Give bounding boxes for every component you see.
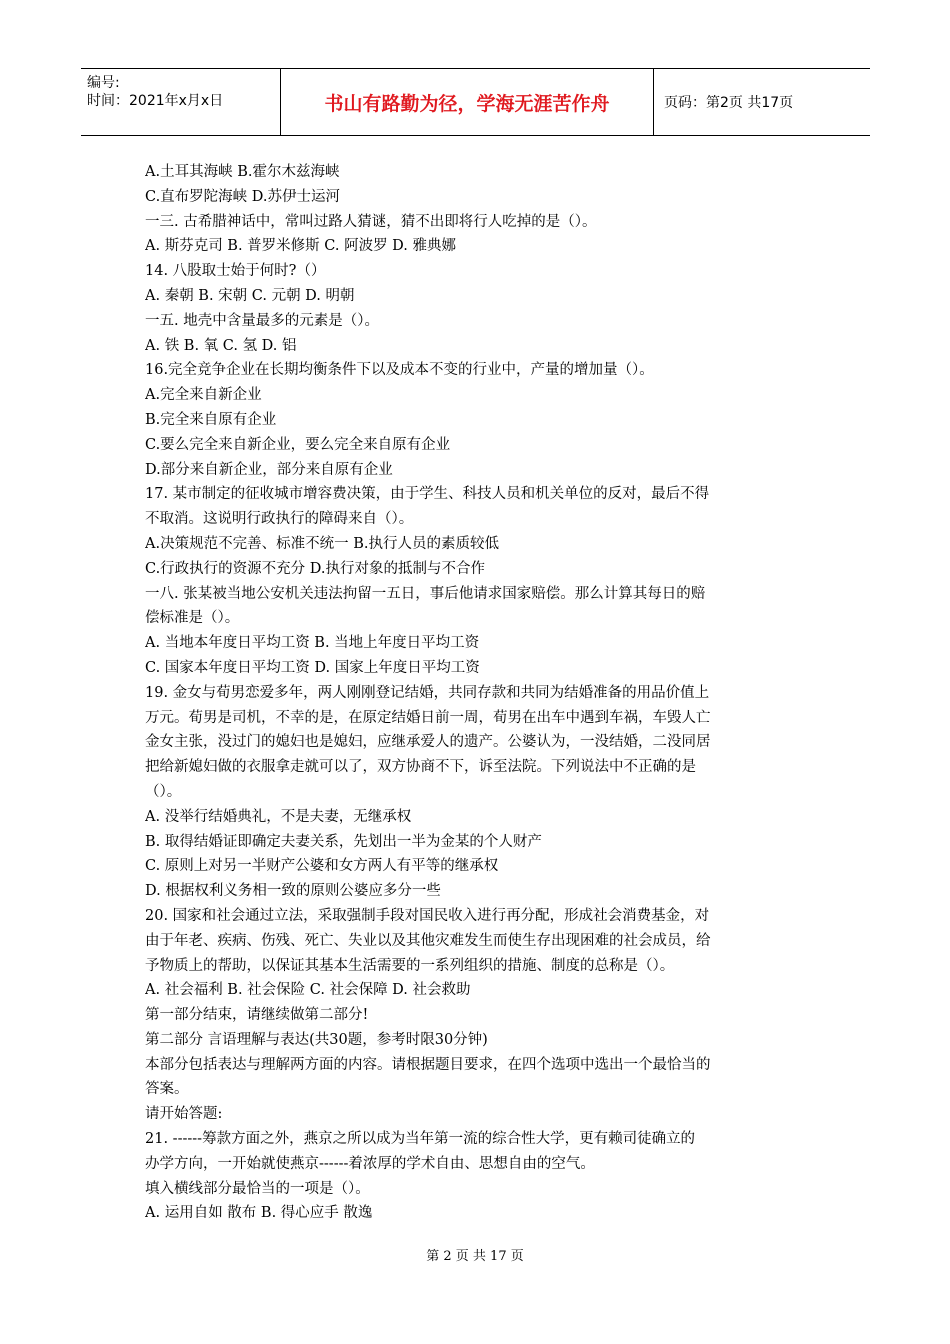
text-line: A.决策规范不完善、标准不统一 B.执行人员的素质较低 <box>145 535 499 552</box>
text-line: B. 取得结婚证即确定夫妻关系，先划出一半为金某的个人财产 <box>145 833 542 850</box>
text-line: 14. 八股取士始于何时?（） <box>145 263 326 280</box>
text-line: A.土耳其海峡 B.霍尔木兹海峡 <box>145 164 340 180</box>
text-line: 请开始答题: <box>145 1106 223 1123</box>
document-number-label: 编号: <box>87 75 120 91</box>
text-line: 偿标准是（）。 <box>145 610 240 627</box>
text-line: 20. 国家和社会通过立法，采取强制手段对国民收入进行再分配，形成社会消费基金，对 <box>145 907 710 924</box>
document-body <box>145 160 810 1226</box>
text-line: （）。 <box>145 783 182 800</box>
text-line: A. 秦朝 B. 宋朝 C. 元朝 D. 明朝 <box>145 287 355 304</box>
text-line: 办学方向，一开始就使燕京------着浓厚的学术自由、思想自由的空气。 <box>145 1155 595 1172</box>
text-line: A. 铁 B. 氧 C. 氢 D. 铝 <box>145 337 297 354</box>
text-line: D. 根据权利义务相一致的原则公婆应多分一些 <box>145 883 441 900</box>
text-line: 把给新媳妇做的衣服拿走就可以了，双方协商不下，诉至法院。下列说法中不正确的是 <box>145 759 696 776</box>
text-line: A. 当地本年度日平均工资 B. 当地上年度日平均工资 <box>145 635 480 652</box>
text-line: 予物质上的帮助，以保证其基本生活需要的一系列组织的措施、制度的总称是（）。 <box>145 957 675 974</box>
text-line: 一三. 古希腊神话中，常叫过路人猜谜，猜不出即将行人吃掉的是（）。 <box>145 213 597 230</box>
text-line: A. 运用自如 散布 B. 得心应手 散逸 <box>145 1205 373 1222</box>
text-line: A. 社会福利 B. 社会保险 C. 社会保障 D. 社会救助 <box>145 982 471 999</box>
text-line: 由于年老、疾病、伤残、死亡、失业以及其他灾难发生而使生存出现困难的社会成员，给 <box>145 932 711 949</box>
text-line: 第一部分结束，请继续做第二部分! <box>145 1007 369 1024</box>
page-header <box>81 68 870 136</box>
text-line: C.行政执行的资源不充分 D.执行对象的抵制与不合作 <box>145 560 486 577</box>
text-line: 16.完全竞争企业在长期均衡条件下以及成本不变的行业中，产量的增加量（）。 <box>145 362 654 379</box>
text-line: 21. ------筹款方面之外，燕京之所以成为当年第一流的综合性大学，更有赖司徒确立的 <box>145 1131 696 1148</box>
text-line: A.完全来自新企业 <box>145 387 262 404</box>
header-motto: 书山有路勤为径，学海无涯苦作舟 <box>281 69 654 135</box>
text-line: C. 原则上对另一半财产公婆和女方两人有平等的继承权 <box>145 858 499 875</box>
text-line: C.直布罗陀海峡 D.苏伊士运河 <box>145 188 341 205</box>
text-line: 本部分包括表达与理解两方面的内容。请根据题目要求，在四个选项中选出一个最恰当的 <box>145 1056 711 1073</box>
text-line: C.要么完全来自新企业，要么完全来自原有企业 <box>145 436 451 453</box>
page-footer: 第 2 页 共 17 页 <box>426 1249 524 1264</box>
text-line: 万元。荀男是司机，不幸的是，在原定结婚日前一周，荀男在出车中遇到车祸，车毁人亡 <box>145 709 711 726</box>
text-line: 一八. 张某被当地公安机关违法拘留一五日，事后他请求国家赔偿。那么计算其每日的赔 <box>145 585 706 602</box>
text-line: 19. 金女与荀男恋爱多年，两人刚刚登记结婚，共同存款和共同为结婚准备的用品价值上 <box>145 684 710 701</box>
text-line: 金女主张，没过门的媳妇也是媳妇，应继承爱人的遗产。公婆认为，一没结婚，二没同居 <box>145 734 711 751</box>
document-time-label: 时间：2021年x月x日 <box>87 93 224 109</box>
header-page-info: 页码：第2页 共17页 <box>664 95 794 111</box>
text-line: 不取消。这说明行政执行的障碍来自（）。 <box>145 511 414 528</box>
text-line: 答案。 <box>145 1081 189 1098</box>
text-line: 填入横线部分最恰当的一项是（）。 <box>145 1180 370 1197</box>
text-line: 17. 某市制定的征收城市增容费决策，由于学生、科技人员和机关单位的反对，最后不得 <box>145 486 710 503</box>
text-line: A. 斯芬克司 B. 普罗米修斯 C. 阿波罗 D. 雅典娜 <box>145 238 457 255</box>
header-meta <box>81 69 281 135</box>
text-line: C. 国家本年度日平均工资 D. 国家上年度日平均工资 <box>145 659 480 676</box>
text-line: B.完全来自原有企业 <box>145 411 277 428</box>
text-line: D.部分来自新企业，部分来自原有企业 <box>145 461 393 478</box>
text-line: 一五. 地壳中含量最多的元素是（）。 <box>145 312 379 329</box>
text-line: 第二部分 言语理解与表达(共30题，参考时限30分钟) <box>145 1031 488 1048</box>
text-line: A. 没举行结婚典礼，不是夫妻，无继承权 <box>145 808 412 825</box>
